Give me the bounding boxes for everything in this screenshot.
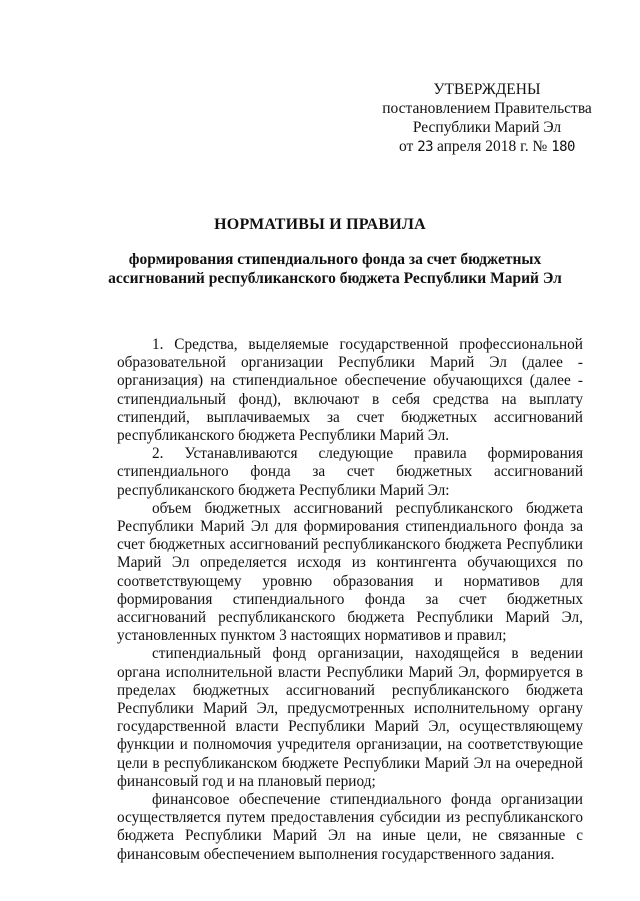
approval-date-day: 23: [417, 139, 434, 155]
approval-stamp-block: [372, 80, 602, 157]
paragraph: объем бюджетных ассигнований республиканского бюджета Республики Марий Эл для формирования стипендиального фонда за счет бюджетных ассигнований республиканского бюджета Республики Марий Эл определяется исходя из контингента обучающихся по соответствующему уровню образования и нормативов для формирования стипендиального фонда за счет бюджетных ассигнований республиканского бюджета Республики Марий Эл, установленных пунктом 3 настоящих нормативов и правил;: [117, 499, 583, 645]
paragraph: 1. Средства, выделяемые государственной профессиональной образовательной организации Республики Марий Эл (далее - организация) на стипендиальное обеспечение обучающихся (далее - стипендиальный фонд), включают в себя средства на выплату стипендий, выплачиваемых за счет бюджетных ассигнований республиканского бюджета Республики Марий Эл.: [117, 336, 583, 445]
approval-date-rest: апреля 2018 г. №: [436, 138, 548, 155]
document-title: НОРМАТИВЫ И ПРАВИЛА: [214, 216, 426, 233]
document-body: [117, 336, 583, 864]
paragraph: финансовое обеспечение стипендиального фонда организации осуществляется путем предоставления субсидии из республиканского бюджета Республики Марий Эл на иные цели, не связанные с финансовым обеспечением выполнения государственного задания.: [117, 791, 583, 863]
approval-status: УТВЕРЖДЕНЫ: [433, 81, 541, 98]
approval-date-prefix: от: [399, 138, 414, 155]
approval-number: 180: [551, 139, 575, 155]
approval-date-line: [372, 137, 602, 157]
document-subtitle: формирования стипендиального фонда за счет бюджетных ассигнований республиканского бюджета Республики Марий Эл: [108, 251, 562, 287]
paragraph: стипендиальный фонд организации, находящейся в ведении органа исполнительной власти Республики Марий Эл, формируется в пределах бюджетных ассигнований республиканского бюджета Республики Марий Эл, предусмотренных исполнительному органу государственной власти Республики Марий Эл, осуществляющему функции и полномочия учредителя организации, на соответствующие цели в республиканском бюджете Республики Марий Эл на очередной финансовый год и на плановый период;: [117, 645, 583, 790]
paragraph: 2. Устанавливаются следующие правила формирования стипендиального фонда за счет бюджетных ассигнований республиканского бюджета Республики Марий Эл:: [117, 445, 583, 499]
approval-line-1: постановлением Правительства: [382, 100, 592, 117]
approval-line-2: Республики Марий Эл: [412, 119, 562, 136]
